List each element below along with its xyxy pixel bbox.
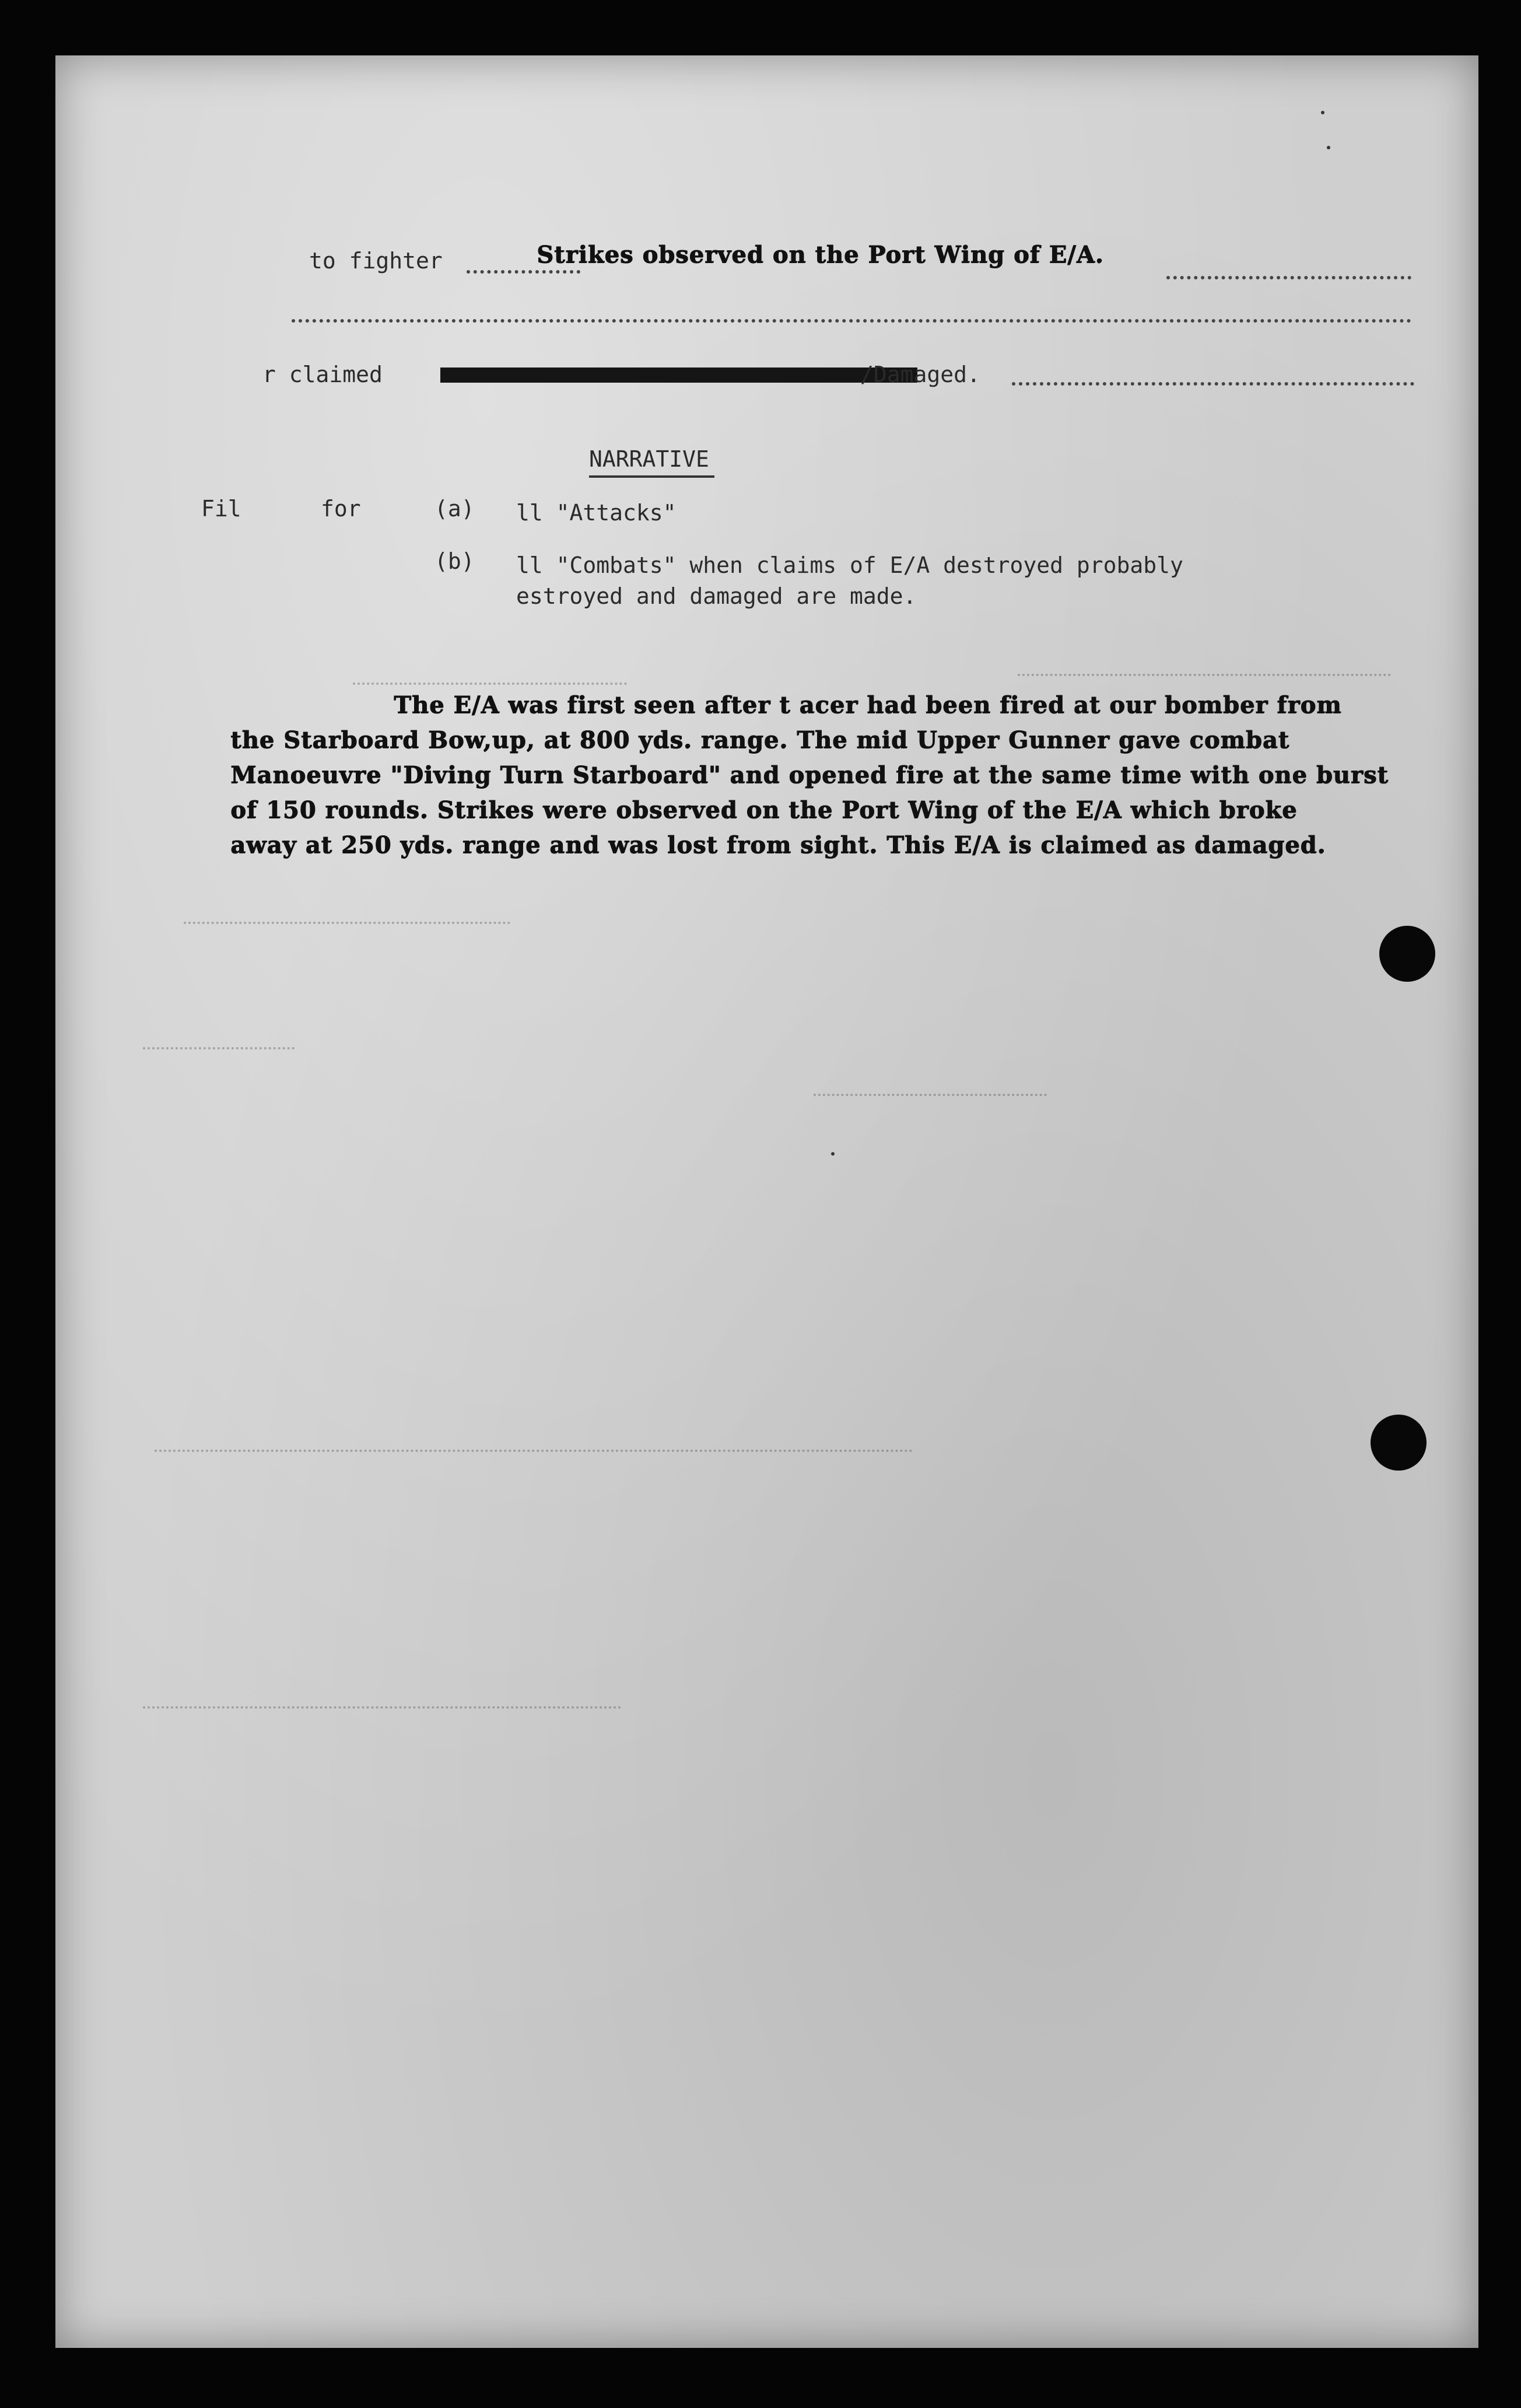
punch-hole: [1379, 926, 1435, 982]
bleed-through-line: [143, 1706, 621, 1709]
page-edge-shadow: [55, 55, 1478, 2348]
item-b-line2: estroyed and damaged are made.: [516, 583, 917, 609]
report-line-4: of 150 rounds. Strikes were observed on the Port Wing of the E/A which broke: [230, 796, 1298, 824]
claim-field-label: r claimed: [262, 362, 383, 387]
bleed-through-line: [353, 682, 627, 685]
narrative-heading-underline: [589, 475, 714, 478]
fighter-field-leader: [467, 270, 580, 274]
redacted-claim-options: [440, 368, 917, 383]
paper-speck: [1327, 146, 1330, 149]
bleed-through-line: [1018, 674, 1391, 676]
claim-field-leader: [1012, 382, 1414, 386]
fighter-field-leader-end: [1166, 276, 1411, 279]
fill-label: Fil: [201, 496, 241, 522]
bleed-through-line: [155, 1450, 913, 1452]
report-line-5: away at 250 yds. range and was lost from sight. This E/A is claimed as damaged.: [230, 831, 1326, 859]
item-a-text: ll "Attacks": [516, 500, 677, 526]
document-page: [55, 55, 1478, 2348]
item-b-marker: (b): [434, 548, 475, 574]
report-line-2: the Starboard Bow,up, at 800 yds. range. The mid Upper Gunner gave combat: [230, 726, 1289, 754]
fighter-field-value: Strikes observed on the Port Wing of E/A.: [537, 241, 1104, 268]
paper-speck: [1321, 111, 1324, 114]
item-a-marker: (a): [434, 496, 475, 522]
report-line-1: The E/A was first seen after t acer had been fired at our bomber from: [394, 691, 1342, 719]
blank-form-line: [292, 319, 1411, 323]
report-line-3: Manoeuvre "Diving Turn Starboard" and opened fire at the same time with one burst: [230, 761, 1389, 789]
narrative-heading: NARRATIVE: [589, 446, 709, 472]
paper-speck: [831, 1152, 835, 1156]
fighter-field-label: to fighter: [309, 248, 443, 274]
for-label: for: [321, 496, 361, 522]
item-b-line1: ll "Combats" when claims of E/A destroyed probably: [516, 552, 1183, 578]
claim-field-value: /Damaged.: [860, 362, 980, 387]
bleed-through-line: [814, 1094, 1047, 1096]
bleed-through-line: [143, 1047, 295, 1049]
punch-hole: [1371, 1415, 1427, 1471]
bleed-through-line: [184, 922, 510, 924]
